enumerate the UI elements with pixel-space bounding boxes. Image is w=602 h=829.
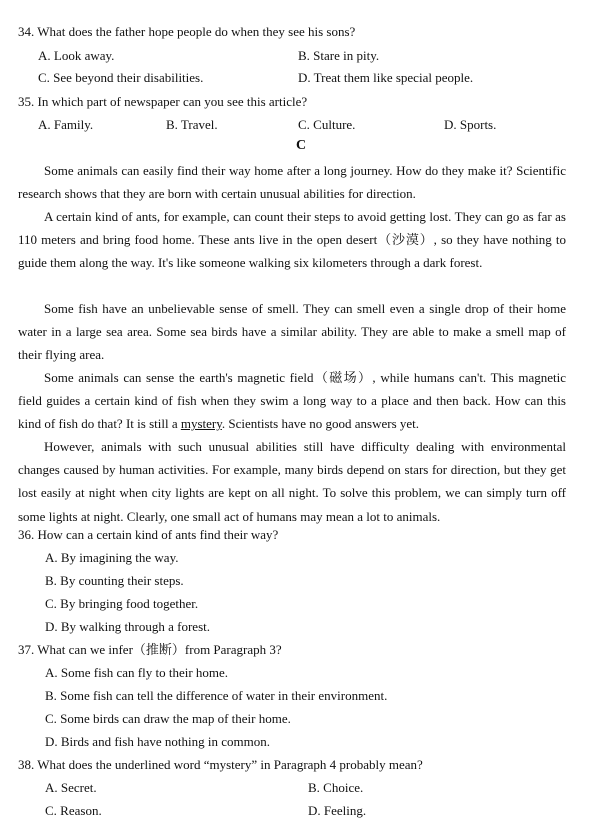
passage-paragraph-2 — [18, 205, 566, 275]
paragraph-4-text-before: Some animals can sense the earth's magnetic field（磁场）, while humans can't. This magnetic field guides a certain kind of fish when they swim a long way to a place and then back. How can this kind of fish do that? It is still a — [18, 370, 566, 432]
question-37-option-b: B. Some fish can tell the difference of water in their environment. — [45, 688, 388, 703]
question-34-option-b: B. Stare in pity. — [298, 48, 380, 63]
question-36-option-c: C. By bringing food together. — [45, 596, 199, 611]
question-38-option-c: C. Reason. — [45, 803, 102, 818]
question-34-option-d: D. Treat them like special people. — [298, 70, 474, 85]
question-37-option-a: A. Some fish can fly to their home. — [45, 665, 229, 680]
underlined-word-mystery: mystery — [180, 416, 222, 432]
question-34-option-a: A. Look away. — [38, 48, 115, 63]
paragraph-3-text: Some fish have an unbelievable sense of smell. They can smell even a single drop of their home water in a large sea area. Some sea birds have a similar ability. They are able to make a smell map of their flying area. — [18, 301, 566, 363]
question-36-stem: 36. How can a certain kind of ants find their way? — [18, 527, 279, 542]
passage-paragraph-5 — [18, 435, 566, 528]
question-38-option-a: A. Secret. — [45, 780, 97, 795]
question-38-stem: 38. What does the underlined word “mystery” in Paragraph 4 probably mean? — [18, 757, 423, 772]
question-35-option-b: B. Travel. — [166, 117, 218, 132]
paragraph-5-text: However, animals with such unusual abilities still have difficulty dealing with environmental changes caused by human activities. For example, many birds depend on stars for direction, but they get lost easily at night when city lights are kept on all night. To solve this problem, we can simply turn off some lights at night. Clearly, one small act of humans may mean a lot to animals. — [18, 439, 566, 524]
question-34-stem: 34. What does the father hope people do when they see his sons? — [18, 24, 356, 39]
section-title: C — [295, 138, 307, 153]
passage-paragraph-1 — [18, 159, 566, 205]
question-35-stem: 35. In which part of newspaper can you see this article? — [18, 94, 308, 109]
question-36-option-a: A. By imagining the way. — [45, 550, 179, 565]
question-36-option-b: B. By counting their steps. — [45, 573, 184, 588]
question-36-option-d: D. By walking through a forest. — [45, 619, 211, 634]
question-35-option-a: A. Family. — [38, 117, 94, 132]
paragraph-4-text-after: . Scientists have no good answers yet. — [221, 416, 420, 432]
paragraph-1-text: Some animals can easily find their way home after a long journey. How do they make it? Scientific research shows that they are born with certain unusual abilities for direction. — [18, 163, 566, 202]
question-37-option-d: D. Birds and fish have nothing in common. — [45, 734, 270, 749]
question-35-option-c: C. Culture. — [298, 117, 356, 132]
question-35-option-d: D. Sports. — [444, 117, 497, 132]
question-37-option-c: C. Some birds can draw the map of their home. — [45, 711, 291, 726]
question-38-option-d: D. Feeling. — [308, 803, 367, 818]
paragraph-2-text: A certain kind of ants, for example, can count their steps to avoid getting lost. They can go as far as 110 meters and bring food home. These ants live in the open desert（沙漠）, so they have nothing to guide them along the way. It's like someone walking six kilometers through a dark forest. — [18, 209, 566, 271]
passage-paragraph-3 — [18, 297, 566, 367]
passage-paragraph-4 — [18, 366, 566, 436]
question-37-stem: 37. What can we infer（推断）from Paragraph 3? — [18, 642, 282, 657]
question-34-option-c: C. See beyond their disabilities. — [38, 70, 204, 85]
question-38-option-b: B. Choice. — [308, 780, 364, 795]
